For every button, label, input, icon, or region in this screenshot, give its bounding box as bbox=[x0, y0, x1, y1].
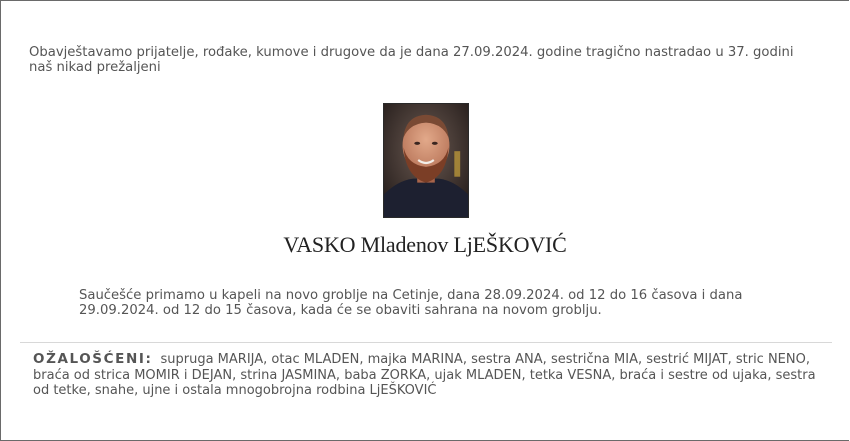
mourners-paragraph bbox=[33, 352, 823, 399]
mourners-list: supruga MARIJA, otac MLADEN, majka MARINA, sestra ANA, sestrična MIA, sestrić MIJAT, stric NENO, braća od strica MOMIR i DEJAN, strina JASMINA, baba ZORKA, ujak MLADEN, tetka VESNA, braća i sestre od ujaka, sestra od tetke, snahe, ujne i ostala mnogobrojna rodbina LjEŠKOVIĆ bbox=[33, 352, 816, 398]
portrait-image bbox=[384, 104, 468, 217]
mourners-label: OŽALOŠĆENI: bbox=[33, 351, 153, 367]
condolences-text: Saučešće primamo u kapeli na novo groblje na Cetinje, dana 28.09.2024. od 12 do 16 časova i dana 29.09.2024. od 12 do 15 časova, kada će se obaviti sahrana na novom groblju. bbox=[79, 288, 743, 318]
intro-text: Obavještavamo prijatelje, rođake, kumove i drugove da je dana 27.09.2024. godine tragično nastradao u 37. godini naš nikad prežaljeni bbox=[29, 45, 794, 75]
section-divider bbox=[20, 342, 832, 343]
deceased-name: VASKO Mladenov LjEŠKOVIĆ bbox=[283, 232, 567, 257]
portrait-photo bbox=[383, 103, 469, 218]
